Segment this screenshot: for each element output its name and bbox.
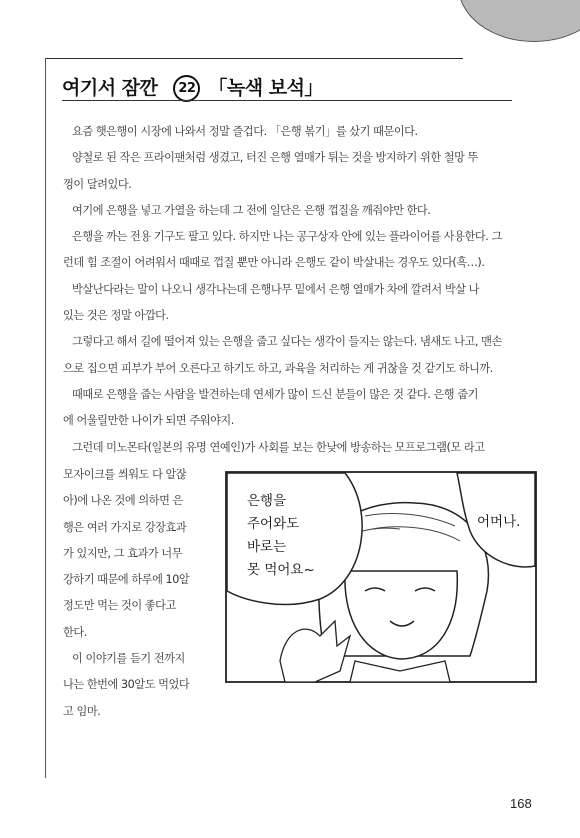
body-line: 여기에 은행을 넣고 가열을 하는데 그 전에 일단은 은행 껍질을 깨줘야만 한다.: [72, 203, 431, 217]
corner-tab: [458, 0, 580, 42]
body-line: 껑이 달려있다.: [63, 177, 132, 191]
side-line: 정도만 먹는 것이 좋다고: [63, 599, 176, 613]
body-line: 때때로 은행을 줍는 사람을 발견하는데 연세가 많이 드신 분들이 많은 것 같다. 은행 줍기: [72, 387, 478, 401]
paragraph-8: [63, 435, 519, 461]
body-line: 으로 집으면 피부가 부어 오른다고 하기도 하고, 과육을 처리하는 게 귀찮을 것 같기도 하니까.: [63, 361, 493, 375]
paragraph-3: [63, 198, 519, 224]
paragraph-1: [63, 119, 519, 145]
title-number-badge: 22: [173, 75, 200, 102]
side-line: 나는 한번에 30알도 먹었다: [63, 678, 190, 692]
body-line: 양철로 된 작은 프라이팬처럼 생겼고, 터진 은행 열매가 튀는 것을 방지하기 위한 철망 뚜: [72, 151, 478, 165]
paragraph-4: [63, 224, 519, 277]
speech-left-line: 못 먹어요~: [247, 562, 315, 578]
speech-left-line: 은행을: [247, 493, 287, 509]
body-line: 요즘 햇은행이 시장에 나와서 정말 즐겁다. 「은행 볶기」를 샀기 때문이다.: [72, 125, 418, 138]
side-line: 고 임마.: [63, 704, 101, 718]
side-line: 행은 여러 가지로 강장효과: [63, 520, 187, 534]
speech-left-line: 주어와도: [247, 516, 300, 532]
body-line: 박살난다라는 말이 나오니 생각나는데 은행나무 밑에서 은행 열매가 차에 깔려서 박살 나: [72, 282, 480, 296]
body-line: 은행을 까는 전용 기구도 팔고 있다. 하지만 나는 공구상자 안에 있는 플라이어를 사용한다. 그: [72, 230, 502, 244]
section-title: [62, 73, 323, 102]
paragraph-2: [63, 145, 519, 198]
side-text: [63, 462, 221, 725]
left-frame-rule: [45, 58, 46, 778]
body-line: 에 어울릴만한 나이가 되면 주워야지.: [63, 414, 234, 428]
title-subtitle: 「녹색 보석」: [208, 77, 323, 99]
paragraph-6: [63, 329, 519, 382]
body-line: 런데 힘 조절이 어려워서 때때로 껍질 뿐만 아니라 은행도 같이 박살내는 경우도 있다(흑…).: [63, 256, 485, 270]
title-main: 여기서 잠깐: [62, 77, 158, 99]
side-line: 강하기 때문에 하루에 10알: [63, 573, 190, 587]
paragraph-7: [63, 382, 519, 435]
top-rule: [45, 58, 463, 59]
side-line: 아)에 나온 것에 의하면 은: [63, 494, 183, 508]
body-line: 있는 것은 정말 아깝다.: [63, 309, 169, 323]
speech-right-text: 어머나.: [477, 514, 521, 530]
side-line: 가 있지만, 그 효과가 너무: [63, 546, 183, 560]
side-line: 한다.: [63, 625, 87, 639]
title-underline: [62, 100, 512, 101]
speech-left-line: 바로는: [247, 539, 287, 555]
paragraph-5: [63, 277, 519, 330]
comic-panel: [225, 471, 537, 683]
body-line: 그렇다고 해서 길에 떨어져 있는 은행을 줍고 싶다는 생각이 들지는 않는다. 냄새도 나고, 맨손: [72, 335, 502, 349]
body-text: [63, 119, 519, 461]
page-number: 168: [510, 796, 532, 811]
body-line: 그런데 미노몬타(일본의 유명 연예인)가 사회를 보는 한낮에 방송하는 모프로그램(모 라고: [72, 440, 485, 454]
side-line: 모자이크를 씌워도 다 알잖: [63, 468, 187, 481]
side-line: 이 이야기를 듣기 전까지: [72, 652, 185, 666]
